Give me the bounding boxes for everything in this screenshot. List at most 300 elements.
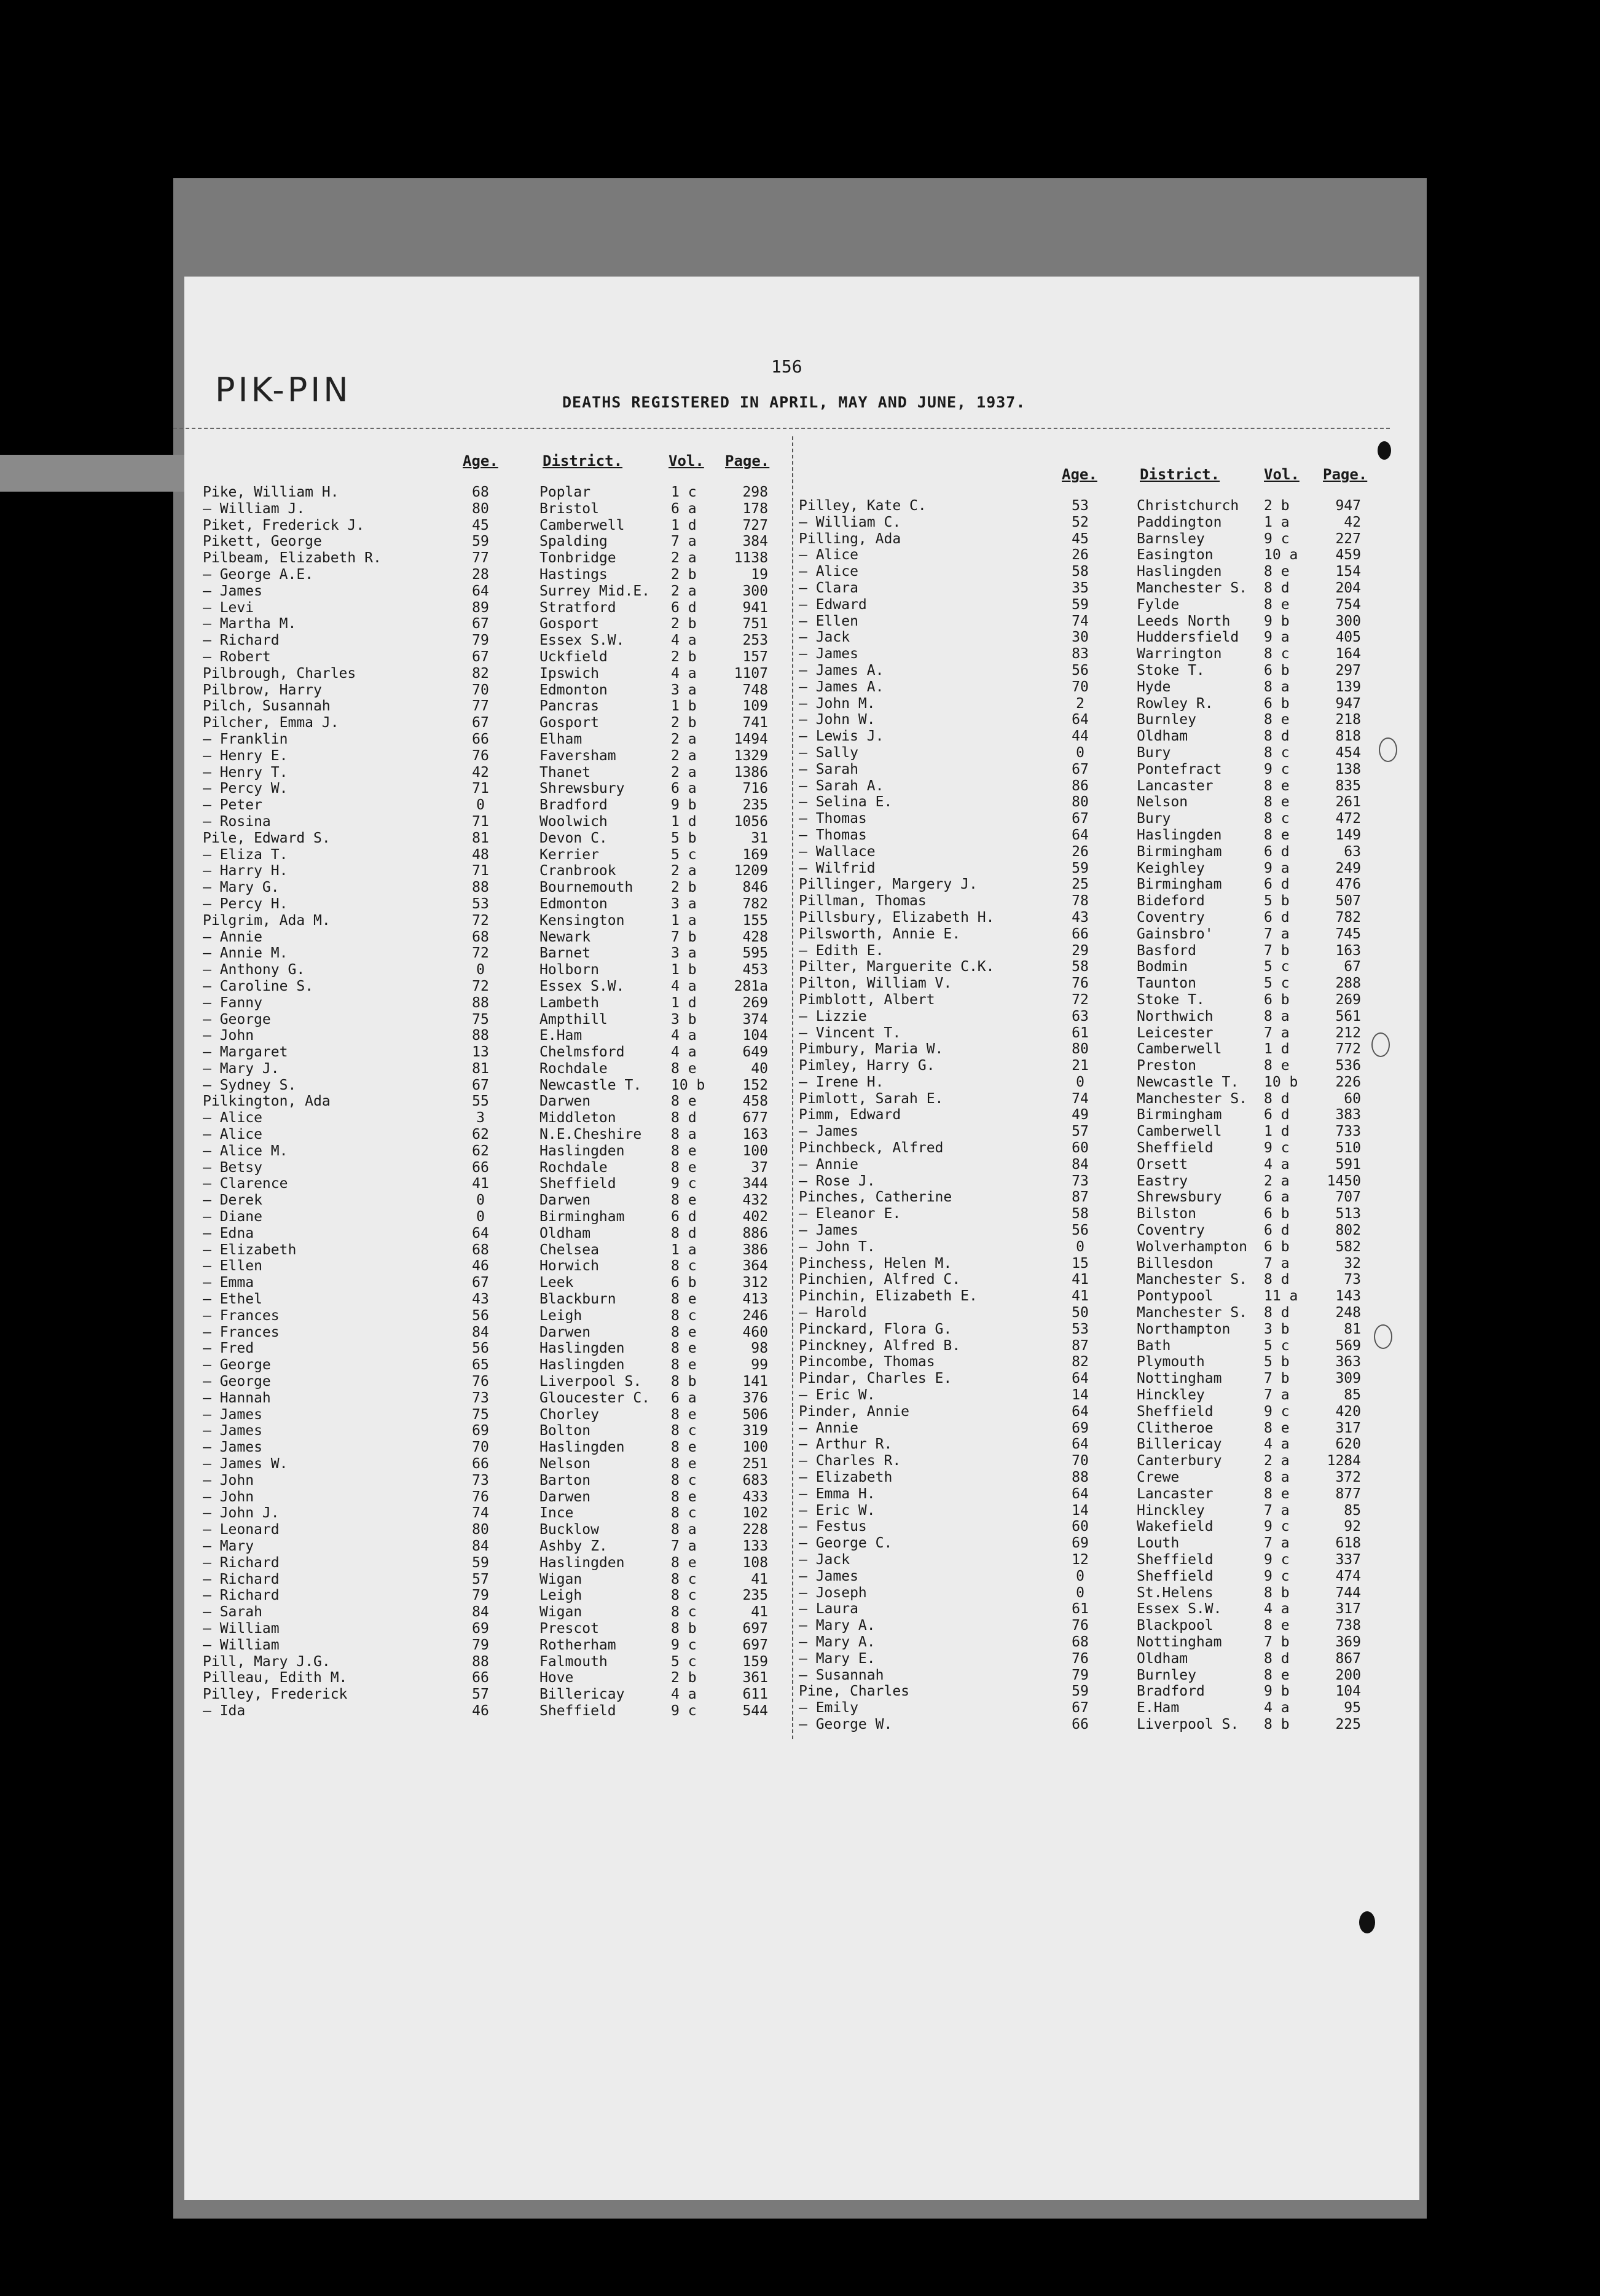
entry-page: 506 bbox=[742, 1406, 768, 1423]
entry-district: Chelmsford bbox=[539, 1044, 625, 1061]
entry-name: — Ellen bbox=[799, 613, 858, 629]
entry-vol: 6 a bbox=[671, 500, 697, 517]
entry-name: — Frances bbox=[203, 1307, 280, 1324]
entry-vol: 7 a bbox=[1264, 1535, 1290, 1552]
entry-vol: 8 e bbox=[671, 1291, 697, 1308]
entry-age: 70 bbox=[472, 682, 489, 698]
entry-name: — Thomas bbox=[799, 811, 867, 827]
scan-edge-strip bbox=[0, 455, 184, 492]
entry-age: 55 bbox=[472, 1093, 489, 1110]
entry-page: 155 bbox=[742, 912, 768, 929]
entry-vol: 8 e bbox=[671, 1488, 697, 1505]
entry-district: Woolwich bbox=[539, 813, 608, 830]
entry-district: Hove bbox=[539, 1670, 574, 1686]
entry-page: 620 bbox=[1335, 1436, 1361, 1453]
entry-page: 141 bbox=[742, 1374, 768, 1390]
page-header: Page. bbox=[725, 452, 770, 470]
register-heading: DEATHS REGISTERED IN APRIL, MAY AND JUNE, 1937. bbox=[562, 393, 1026, 411]
entry-district: Essex S.W. bbox=[1137, 1601, 1222, 1618]
entry-vol: 9 c bbox=[1264, 761, 1290, 777]
entry-page: 269 bbox=[742, 994, 768, 1011]
entry-page: 67 bbox=[1344, 959, 1361, 975]
entry-page: 618 bbox=[1335, 1535, 1361, 1552]
entry-age: 26 bbox=[1072, 547, 1089, 564]
punch-hole bbox=[1379, 737, 1397, 762]
entry-name: Pimm, Edward bbox=[799, 1107, 901, 1123]
entry-district: Gainsbro' bbox=[1137, 926, 1214, 942]
entry-age: 0 bbox=[476, 797, 485, 814]
entry-vol: 9 b bbox=[1264, 1683, 1290, 1700]
entry-vol: 4 a bbox=[671, 1028, 697, 1044]
entry-name: — Laura bbox=[799, 1601, 858, 1618]
entry-vol: 5 c bbox=[1264, 959, 1290, 975]
entry-name: — Leonard bbox=[203, 1522, 280, 1538]
entry-page: 369 bbox=[1335, 1634, 1361, 1650]
entry-page: 677 bbox=[742, 1110, 768, 1126]
entry-vol: 6 d bbox=[1264, 843, 1290, 860]
entry-district: Pontefract bbox=[1137, 761, 1222, 777]
entry-page: 164 bbox=[1335, 646, 1361, 662]
entry-name: — Mary bbox=[203, 1538, 254, 1554]
entry-age: 72 bbox=[472, 978, 489, 994]
entry-page: 697 bbox=[742, 1637, 768, 1653]
entry-vol: 8 e bbox=[1264, 1618, 1290, 1634]
entry-district: Sheffield bbox=[1137, 1552, 1214, 1568]
entry-name: — Betsy bbox=[203, 1159, 262, 1176]
entry-page: 163 bbox=[1335, 942, 1361, 959]
entry-vol: 9 c bbox=[1264, 1403, 1290, 1420]
entry-name: — Fred bbox=[203, 1340, 254, 1357]
entry-vol: 7 b bbox=[671, 929, 697, 945]
entry-district: Birmingham bbox=[1137, 1107, 1222, 1123]
entry-page: 818 bbox=[1335, 728, 1361, 745]
entry-vol: 9 a bbox=[1264, 629, 1290, 646]
entry-page: 298 bbox=[742, 484, 768, 500]
entry-page: 60 bbox=[1344, 1090, 1361, 1107]
entry-name: Pilcher, Emma J. bbox=[203, 715, 339, 731]
entry-vol: 8 e bbox=[1264, 596, 1290, 613]
entry-page: 420 bbox=[1335, 1403, 1361, 1420]
entry-vol: 9 c bbox=[671, 1702, 697, 1719]
entry-name: — Mary E. bbox=[799, 1650, 876, 1667]
entry-name: — James bbox=[799, 1568, 858, 1584]
entry-district: Bradford bbox=[1137, 1683, 1205, 1700]
entry-page: 40 bbox=[751, 1060, 768, 1077]
entry-age: 87 bbox=[1072, 1189, 1089, 1206]
entry-page: 152 bbox=[742, 1077, 768, 1093]
entry-page: 413 bbox=[742, 1291, 768, 1308]
header-rule bbox=[173, 428, 1390, 429]
entry-name: — James bbox=[203, 1439, 262, 1456]
entry-age: 82 bbox=[1072, 1354, 1089, 1370]
entry-page: 372 bbox=[1335, 1469, 1361, 1486]
entry-age: 44 bbox=[1072, 728, 1089, 745]
entry-name: — Edward bbox=[799, 596, 867, 613]
entry-name: — James bbox=[203, 1406, 262, 1423]
entry-name: Pillsbury, Elizabeth H. bbox=[799, 909, 995, 926]
entry-name: — Richard bbox=[203, 1587, 280, 1604]
entry-district: Haslingden bbox=[1137, 827, 1222, 843]
entry-vol: 8 e bbox=[671, 1340, 697, 1357]
entry-age: 76 bbox=[472, 1374, 489, 1390]
entry-age: 59 bbox=[1072, 860, 1089, 876]
entry-vol: 8 e bbox=[671, 1060, 697, 1077]
entry-vol: 1 a bbox=[671, 1241, 697, 1258]
entry-district: Christchurch bbox=[1137, 498, 1239, 514]
entry-name: — Charles R. bbox=[799, 1453, 901, 1469]
entry-vol: 7 b bbox=[1264, 1634, 1290, 1650]
entry-vol: 8 c bbox=[671, 1258, 697, 1275]
entry-page: 513 bbox=[1335, 1206, 1361, 1222]
entry-page: 402 bbox=[742, 1209, 768, 1225]
entry-district: Pancras bbox=[539, 698, 599, 715]
entry-page: 510 bbox=[1335, 1140, 1361, 1157]
entry-vol: 4 a bbox=[671, 1686, 697, 1703]
entry-name: Pinckard, Flora G. bbox=[799, 1321, 952, 1337]
entry-vol: 2 a bbox=[671, 731, 697, 747]
entry-age: 80 bbox=[1072, 794, 1089, 811]
entry-page: 376 bbox=[742, 1390, 768, 1406]
entry-vol: 8 c bbox=[671, 1571, 697, 1587]
entry-vol: 8 d bbox=[671, 1110, 697, 1126]
entry-age: 77 bbox=[472, 698, 489, 715]
entry-vol: 6 a bbox=[671, 780, 697, 797]
entry-vol: 8 c bbox=[671, 1587, 697, 1604]
entry-district: Basford bbox=[1137, 942, 1196, 959]
entry-district: Paddington bbox=[1137, 514, 1222, 530]
entry-district: Prescot bbox=[539, 1620, 599, 1637]
entry-page: 63 bbox=[1344, 843, 1361, 860]
entry-vol: 1 d bbox=[1264, 1123, 1290, 1140]
entry-district: Tonbridge bbox=[539, 550, 616, 567]
entry-age: 67 bbox=[1072, 811, 1089, 827]
entry-page: 200 bbox=[1335, 1667, 1361, 1683]
entry-vol: 8 e bbox=[671, 1357, 697, 1374]
entry-district: Edmonton bbox=[539, 682, 608, 698]
entry-vol: 8 e bbox=[671, 1554, 697, 1571]
entry-page: 317 bbox=[1335, 1601, 1361, 1618]
entry-age: 61 bbox=[1072, 1601, 1089, 1618]
entry-age: 84 bbox=[472, 1324, 489, 1340]
entry-age: 59 bbox=[472, 533, 489, 550]
entry-vol: 8 e bbox=[671, 1439, 697, 1456]
entry-age: 64 bbox=[472, 1225, 489, 1241]
entry-district: Lancaster bbox=[1137, 777, 1214, 794]
entry-name: — Lizzie bbox=[799, 1008, 867, 1024]
entry-name: Pilkington, Ada bbox=[203, 1093, 331, 1110]
entry-district: Sheffield bbox=[539, 1176, 616, 1192]
entry-name: Pilter, Marguerite C.K. bbox=[799, 959, 995, 975]
entry-district: Bury bbox=[1137, 811, 1171, 827]
entry-name: — Ethel bbox=[203, 1291, 262, 1308]
entry-vol: 7 b bbox=[1264, 942, 1290, 959]
entry-vol: 1 b bbox=[671, 698, 697, 715]
entry-vol: 8 d bbox=[1264, 728, 1290, 745]
entry-district: Hastings bbox=[539, 566, 608, 583]
entry-district: Plymouth bbox=[1137, 1354, 1205, 1370]
entry-name: Pincombe, Thomas bbox=[799, 1354, 935, 1370]
entry-district: Surrey Mid.E. bbox=[539, 583, 651, 599]
entry-district: Camberwell bbox=[1137, 1123, 1222, 1140]
entry-age: 69 bbox=[1072, 1420, 1089, 1436]
entry-page: 85 bbox=[1344, 1387, 1361, 1404]
entry-page: 178 bbox=[742, 500, 768, 517]
entry-district: Eastry bbox=[1137, 1173, 1188, 1189]
entry-name: — Edith E. bbox=[799, 942, 884, 959]
entry-page: 95 bbox=[1344, 1700, 1361, 1716]
entry-district: Devon C. bbox=[539, 830, 608, 846]
entry-name: — Diane bbox=[203, 1209, 262, 1225]
entry-district: Leek bbox=[539, 1275, 574, 1291]
entry-district: Lancaster bbox=[1137, 1485, 1214, 1502]
entry-name: — Sally bbox=[799, 744, 858, 761]
entry-name: — Levi bbox=[203, 599, 254, 616]
entry-page: 288 bbox=[1335, 975, 1361, 992]
entry-district: Taunton bbox=[1137, 975, 1196, 992]
punch-hole bbox=[1378, 441, 1391, 460]
entry-district: Blackpool bbox=[1137, 1618, 1214, 1634]
entry-district: Manchester S. bbox=[1137, 1272, 1248, 1288]
entry-name: — Frances bbox=[203, 1324, 280, 1340]
entry-age: 64 bbox=[1072, 1436, 1089, 1453]
entry-age: 59 bbox=[1072, 1683, 1089, 1700]
entry-age: 56 bbox=[472, 1307, 489, 1324]
entry-name: — Mary A. bbox=[799, 1618, 876, 1634]
entry-name: — John bbox=[203, 1472, 254, 1488]
entry-age: 45 bbox=[472, 517, 489, 533]
entry-page: 741 bbox=[742, 715, 768, 731]
entry-age: 72 bbox=[1072, 991, 1089, 1008]
entry-vol: 2 a bbox=[671, 747, 697, 764]
entry-district: Barnet bbox=[539, 945, 591, 962]
entry-name: Pill, Mary J.G. bbox=[203, 1653, 331, 1670]
entry-district: Edmonton bbox=[539, 895, 608, 912]
entry-page: 149 bbox=[1335, 827, 1361, 843]
entry-district: Coventry bbox=[1137, 909, 1205, 926]
entry-vol: 8 e bbox=[1264, 1667, 1290, 1683]
entry-page: 683 bbox=[742, 1472, 768, 1488]
entry-name: — James A. bbox=[799, 662, 884, 678]
entry-age: 3 bbox=[476, 1110, 485, 1126]
entry-district: Oldham bbox=[1137, 1650, 1188, 1667]
entry-page: 383 bbox=[1335, 1107, 1361, 1123]
entry-district: Holborn bbox=[539, 962, 599, 978]
entry-page: 98 bbox=[751, 1340, 768, 1357]
entry-page: 253 bbox=[742, 632, 768, 649]
entry-vol: 6 d bbox=[1264, 1107, 1290, 1123]
entry-age: 88 bbox=[1072, 1469, 1089, 1486]
entry-age: 88 bbox=[472, 994, 489, 1011]
entry-name: — Mary J. bbox=[203, 1060, 280, 1077]
entry-district: Thanet bbox=[539, 764, 591, 780]
entry-name: Pilbrough, Charles bbox=[203, 665, 356, 682]
entry-name: Pinches, Catherine bbox=[799, 1189, 952, 1206]
entry-district: Sheffield bbox=[539, 1702, 616, 1719]
entry-name: Pilley, Kate C. bbox=[799, 498, 927, 514]
entry-name: — Martha M. bbox=[203, 616, 297, 632]
entry-district: Northampton bbox=[1137, 1321, 1231, 1337]
entry-age: 73 bbox=[472, 1472, 489, 1488]
entry-page: 104 bbox=[1335, 1683, 1361, 1700]
entry-district: Essex S.W. bbox=[539, 632, 625, 649]
entry-age: 57 bbox=[472, 1571, 489, 1587]
entry-age: 0 bbox=[476, 1192, 485, 1209]
entry-page: 300 bbox=[742, 583, 768, 599]
entry-page: 92 bbox=[1344, 1519, 1361, 1535]
entry-age: 84 bbox=[1072, 1156, 1089, 1173]
entry-page: 312 bbox=[742, 1275, 768, 1291]
entry-age: 58 bbox=[1072, 564, 1089, 580]
entry-district: Rotherham bbox=[539, 1637, 616, 1653]
entry-age: 69 bbox=[472, 1423, 489, 1439]
entry-page: 163 bbox=[742, 1126, 768, 1143]
entry-age: 71 bbox=[472, 780, 489, 797]
entry-name: Pilleau, Edith M. bbox=[203, 1670, 348, 1686]
entry-name: — John W. bbox=[799, 712, 876, 728]
entry-vol: 8 e bbox=[671, 1406, 697, 1423]
entry-name: — Alice bbox=[799, 564, 858, 580]
entry-age: 73 bbox=[472, 1390, 489, 1406]
entry-age: 74 bbox=[472, 1505, 489, 1522]
vol-header: Vol. bbox=[1264, 466, 1300, 483]
entry-name: Pillman, Thomas bbox=[799, 893, 927, 910]
entry-page: 1329 bbox=[734, 747, 768, 764]
entry-district: Coventry bbox=[1137, 1222, 1205, 1239]
entry-age: 82 bbox=[472, 665, 489, 682]
entry-page: 507 bbox=[1335, 893, 1361, 910]
entry-district: N.E.Cheshire bbox=[539, 1126, 642, 1143]
district-header: District. bbox=[1140, 466, 1220, 483]
age-header: Age. bbox=[1062, 466, 1097, 483]
entry-age: 64 bbox=[1072, 827, 1089, 843]
entry-name: — Susannah bbox=[799, 1667, 884, 1683]
entry-age: 79 bbox=[472, 1587, 489, 1604]
entry-age: 80 bbox=[1072, 1041, 1089, 1058]
entry-age: 71 bbox=[472, 863, 489, 879]
entry-page: 41 bbox=[751, 1571, 768, 1587]
entry-age: 74 bbox=[1072, 1090, 1089, 1107]
entry-vol: 8 e bbox=[671, 1456, 697, 1472]
entry-name: — John T. bbox=[799, 1238, 876, 1255]
entry-vol: 8 c bbox=[1264, 811, 1290, 827]
entry-name: Pilley, Frederick bbox=[203, 1686, 348, 1703]
page-number: 156 bbox=[771, 356, 802, 377]
entry-page: 99 bbox=[751, 1357, 768, 1374]
entry-vol: 2 b bbox=[1264, 498, 1290, 514]
entry-district: Darwen bbox=[539, 1324, 591, 1340]
entry-district: Ipswich bbox=[539, 665, 599, 682]
entry-district: Nelson bbox=[1137, 794, 1188, 811]
entry-age: 75 bbox=[472, 1406, 489, 1423]
entry-district: Bucklow bbox=[539, 1522, 599, 1538]
entry-district: Gosport bbox=[539, 616, 599, 632]
entry-vol: 6 d bbox=[671, 1209, 697, 1225]
entry-vol: 2 b bbox=[671, 566, 697, 583]
entry-vol: 2 b bbox=[671, 648, 697, 665]
entry-page: 835 bbox=[1335, 777, 1361, 794]
entry-age: 62 bbox=[472, 1142, 489, 1159]
page-title: PIK-PIN bbox=[215, 371, 351, 409]
entry-age: 70 bbox=[1072, 678, 1089, 695]
entry-name: Pinchin, Elizabeth E. bbox=[799, 1288, 978, 1305]
entry-vol: 8 c bbox=[1264, 646, 1290, 662]
entry-district: Chelsea bbox=[539, 1241, 599, 1258]
entry-name: — Derek bbox=[203, 1192, 262, 1209]
entry-page: 31 bbox=[751, 830, 768, 846]
entry-vol: 4 a bbox=[1264, 1601, 1290, 1618]
entry-page: 157 bbox=[742, 648, 768, 665]
entry-page: 228 bbox=[742, 1522, 768, 1538]
entry-name: Pinchien, Alfred C. bbox=[799, 1272, 961, 1288]
entry-name: — Sarah bbox=[799, 761, 858, 777]
entry-name: — George bbox=[203, 1374, 271, 1390]
entry-vol: 5 b bbox=[1264, 1354, 1290, 1370]
entry-age: 58 bbox=[1072, 1206, 1089, 1222]
entry-age: 67 bbox=[1072, 1700, 1089, 1716]
entry-name: — Ida bbox=[203, 1702, 246, 1719]
entry-age: 0 bbox=[476, 1209, 485, 1225]
entry-vol: 8 c bbox=[671, 1604, 697, 1621]
entry-page: 235 bbox=[742, 1587, 768, 1604]
entry-district: Fylde bbox=[1137, 596, 1180, 613]
entry-name: — Margaret bbox=[203, 1044, 288, 1061]
entry-page: 697 bbox=[742, 1620, 768, 1637]
entry-page: 251 bbox=[742, 1456, 768, 1472]
entry-district: Bilston bbox=[1137, 1206, 1196, 1222]
entry-vol: 8 e bbox=[671, 1142, 697, 1159]
entry-age: 88 bbox=[472, 1653, 489, 1670]
entry-vol: 8 e bbox=[671, 1159, 697, 1176]
entry-age: 57 bbox=[472, 1686, 489, 1703]
entry-page: 218 bbox=[1335, 712, 1361, 728]
entry-vol: 4 a bbox=[1264, 1436, 1290, 1453]
entry-age: 79 bbox=[472, 632, 489, 649]
entry-vol: 6 d bbox=[671, 599, 697, 616]
entry-name: — George W. bbox=[799, 1716, 893, 1732]
entry-vol: 9 c bbox=[1264, 1519, 1290, 1535]
entry-page: 297 bbox=[1335, 662, 1361, 678]
entry-vol: 7 a bbox=[1264, 1024, 1290, 1041]
entry-page: 716 bbox=[742, 780, 768, 797]
entry-vol: 9 b bbox=[1264, 613, 1290, 629]
entry-district: Gosport bbox=[539, 715, 599, 731]
entry-age: 73 bbox=[1072, 1173, 1089, 1189]
entry-name: — Henry T. bbox=[203, 764, 288, 780]
entry-page: 361 bbox=[742, 1670, 768, 1686]
punch-hole bbox=[1371, 1032, 1390, 1057]
entry-age: 29 bbox=[1072, 942, 1089, 959]
entry-age: 67 bbox=[472, 616, 489, 632]
entry-district: Lambeth bbox=[539, 994, 599, 1011]
entry-district: Hyde bbox=[1137, 678, 1171, 695]
entry-vol: 7 a bbox=[671, 533, 697, 550]
entry-name: Pinder, Annie bbox=[799, 1403, 910, 1420]
entry-page: 154 bbox=[1335, 564, 1361, 580]
entry-name: — Eric W. bbox=[799, 1387, 876, 1404]
entry-name: — Richard bbox=[203, 632, 280, 649]
entry-age: 43 bbox=[1072, 909, 1089, 926]
column-divider bbox=[792, 436, 793, 1739]
entry-district: Sheffield bbox=[1137, 1403, 1214, 1420]
entry-name: Pilch, Susannah bbox=[203, 698, 331, 715]
entry-vol: 6 a bbox=[1264, 1189, 1290, 1206]
entry-page: 428 bbox=[742, 929, 768, 945]
entry-name: Pindar, Charles E. bbox=[799, 1370, 952, 1387]
entry-page: 846 bbox=[742, 879, 768, 896]
entry-page: 877 bbox=[1335, 1485, 1361, 1502]
entry-age: 0 bbox=[1076, 744, 1084, 761]
entry-district: Manchester S. bbox=[1137, 1305, 1248, 1321]
